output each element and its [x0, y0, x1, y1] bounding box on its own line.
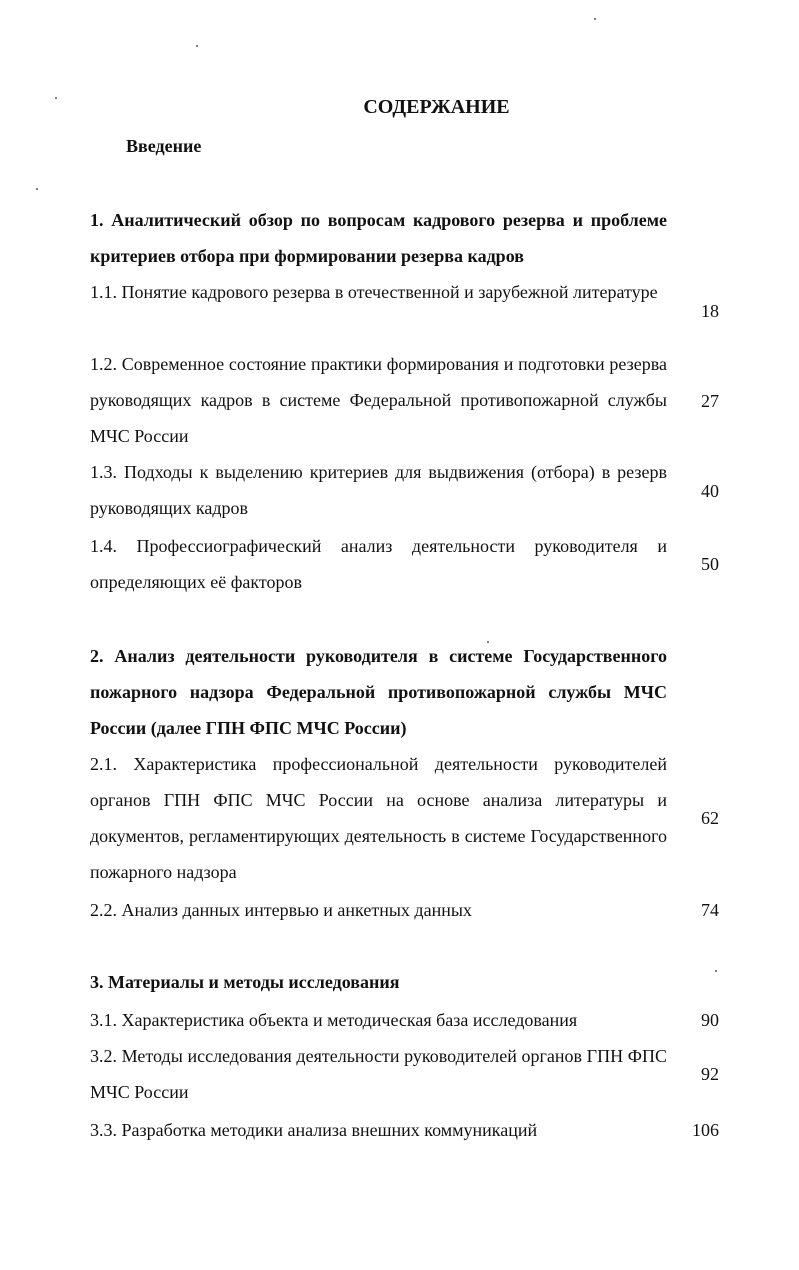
toc-page-1-4: 50 — [701, 554, 719, 574]
toc-item-1-3: 1.3. Подходы к выделению критериев для выдвижения (отбора) в резерв руководящих кадров — [90, 462, 667, 518]
toc-item-3-3: 3.3. Разработка методики анализа внешних коммуникаций — [90, 1120, 538, 1140]
toc-page-3-3: 106 — [692, 1120, 719, 1140]
toc-item-2-2: 2.2. Анализ данных интервью и анкетных данных — [90, 900, 472, 920]
toc-page-1-3: 40 — [701, 481, 719, 501]
toc-intro: Введение — [126, 136, 202, 156]
scan-speck — [36, 188, 38, 190]
toc-item-2-1: 2.1. Характеристика профессиональной деятельности руководителей органов ГПН ФПС МЧС России на основе анализа литературы и документов, регламентирующих деятельность в системе Государственного пожарного надзора — [90, 754, 667, 882]
section-1-heading: 1. Аналитический обзор по вопросам кадрового резерва и проблеме критериев отбора при формировании резерва кадров — [90, 210, 667, 266]
scan-speck — [196, 45, 198, 47]
toc-item-1-2: 1.2. Современное состояние практики формирования и подготовки резерва руководящих кадров в системе Федеральной противопожарной службы МЧС России — [90, 354, 667, 446]
page-title: СОДЕРЖАНИЕ — [363, 96, 510, 118]
toc-page-3-2: 92 — [701, 1064, 719, 1084]
scan-speck — [715, 970, 717, 972]
toc-page-2-1: 62 — [701, 808, 719, 828]
toc-page-1-2: 27 — [701, 391, 719, 411]
toc-page-1-1: 18 — [701, 301, 719, 321]
toc-item-1-4: 1.4. Профессиографический анализ деятельности руководителя и определяющих её факторов — [90, 536, 667, 592]
scan-speck — [487, 641, 489, 643]
section-2-heading: 2. Анализ деятельности руководителя в системе Государственного пожарного надзора Федеральной противопожарной службы МЧС России (далее ГПН ФПС МЧС России) — [90, 646, 667, 738]
toc-item-3-1: 3.1. Характеристика объекта и методическая база исследования — [90, 1010, 578, 1030]
toc-page-2-2: 74 — [701, 900, 719, 920]
toc-item-3-2: 3.2. Методы исследования деятельности руководителей органов ГПН ФПС МЧС России — [90, 1046, 667, 1102]
toc-item-1-1: 1.1. Понятие кадрового резерва в отечественной и зарубежной литературе — [90, 282, 658, 302]
section-3-heading: 3. Материалы и методы исследования — [90, 972, 400, 992]
scan-speck — [55, 97, 57, 99]
toc-page-3-1: 90 — [701, 1010, 719, 1030]
scan-speck — [594, 18, 596, 20]
